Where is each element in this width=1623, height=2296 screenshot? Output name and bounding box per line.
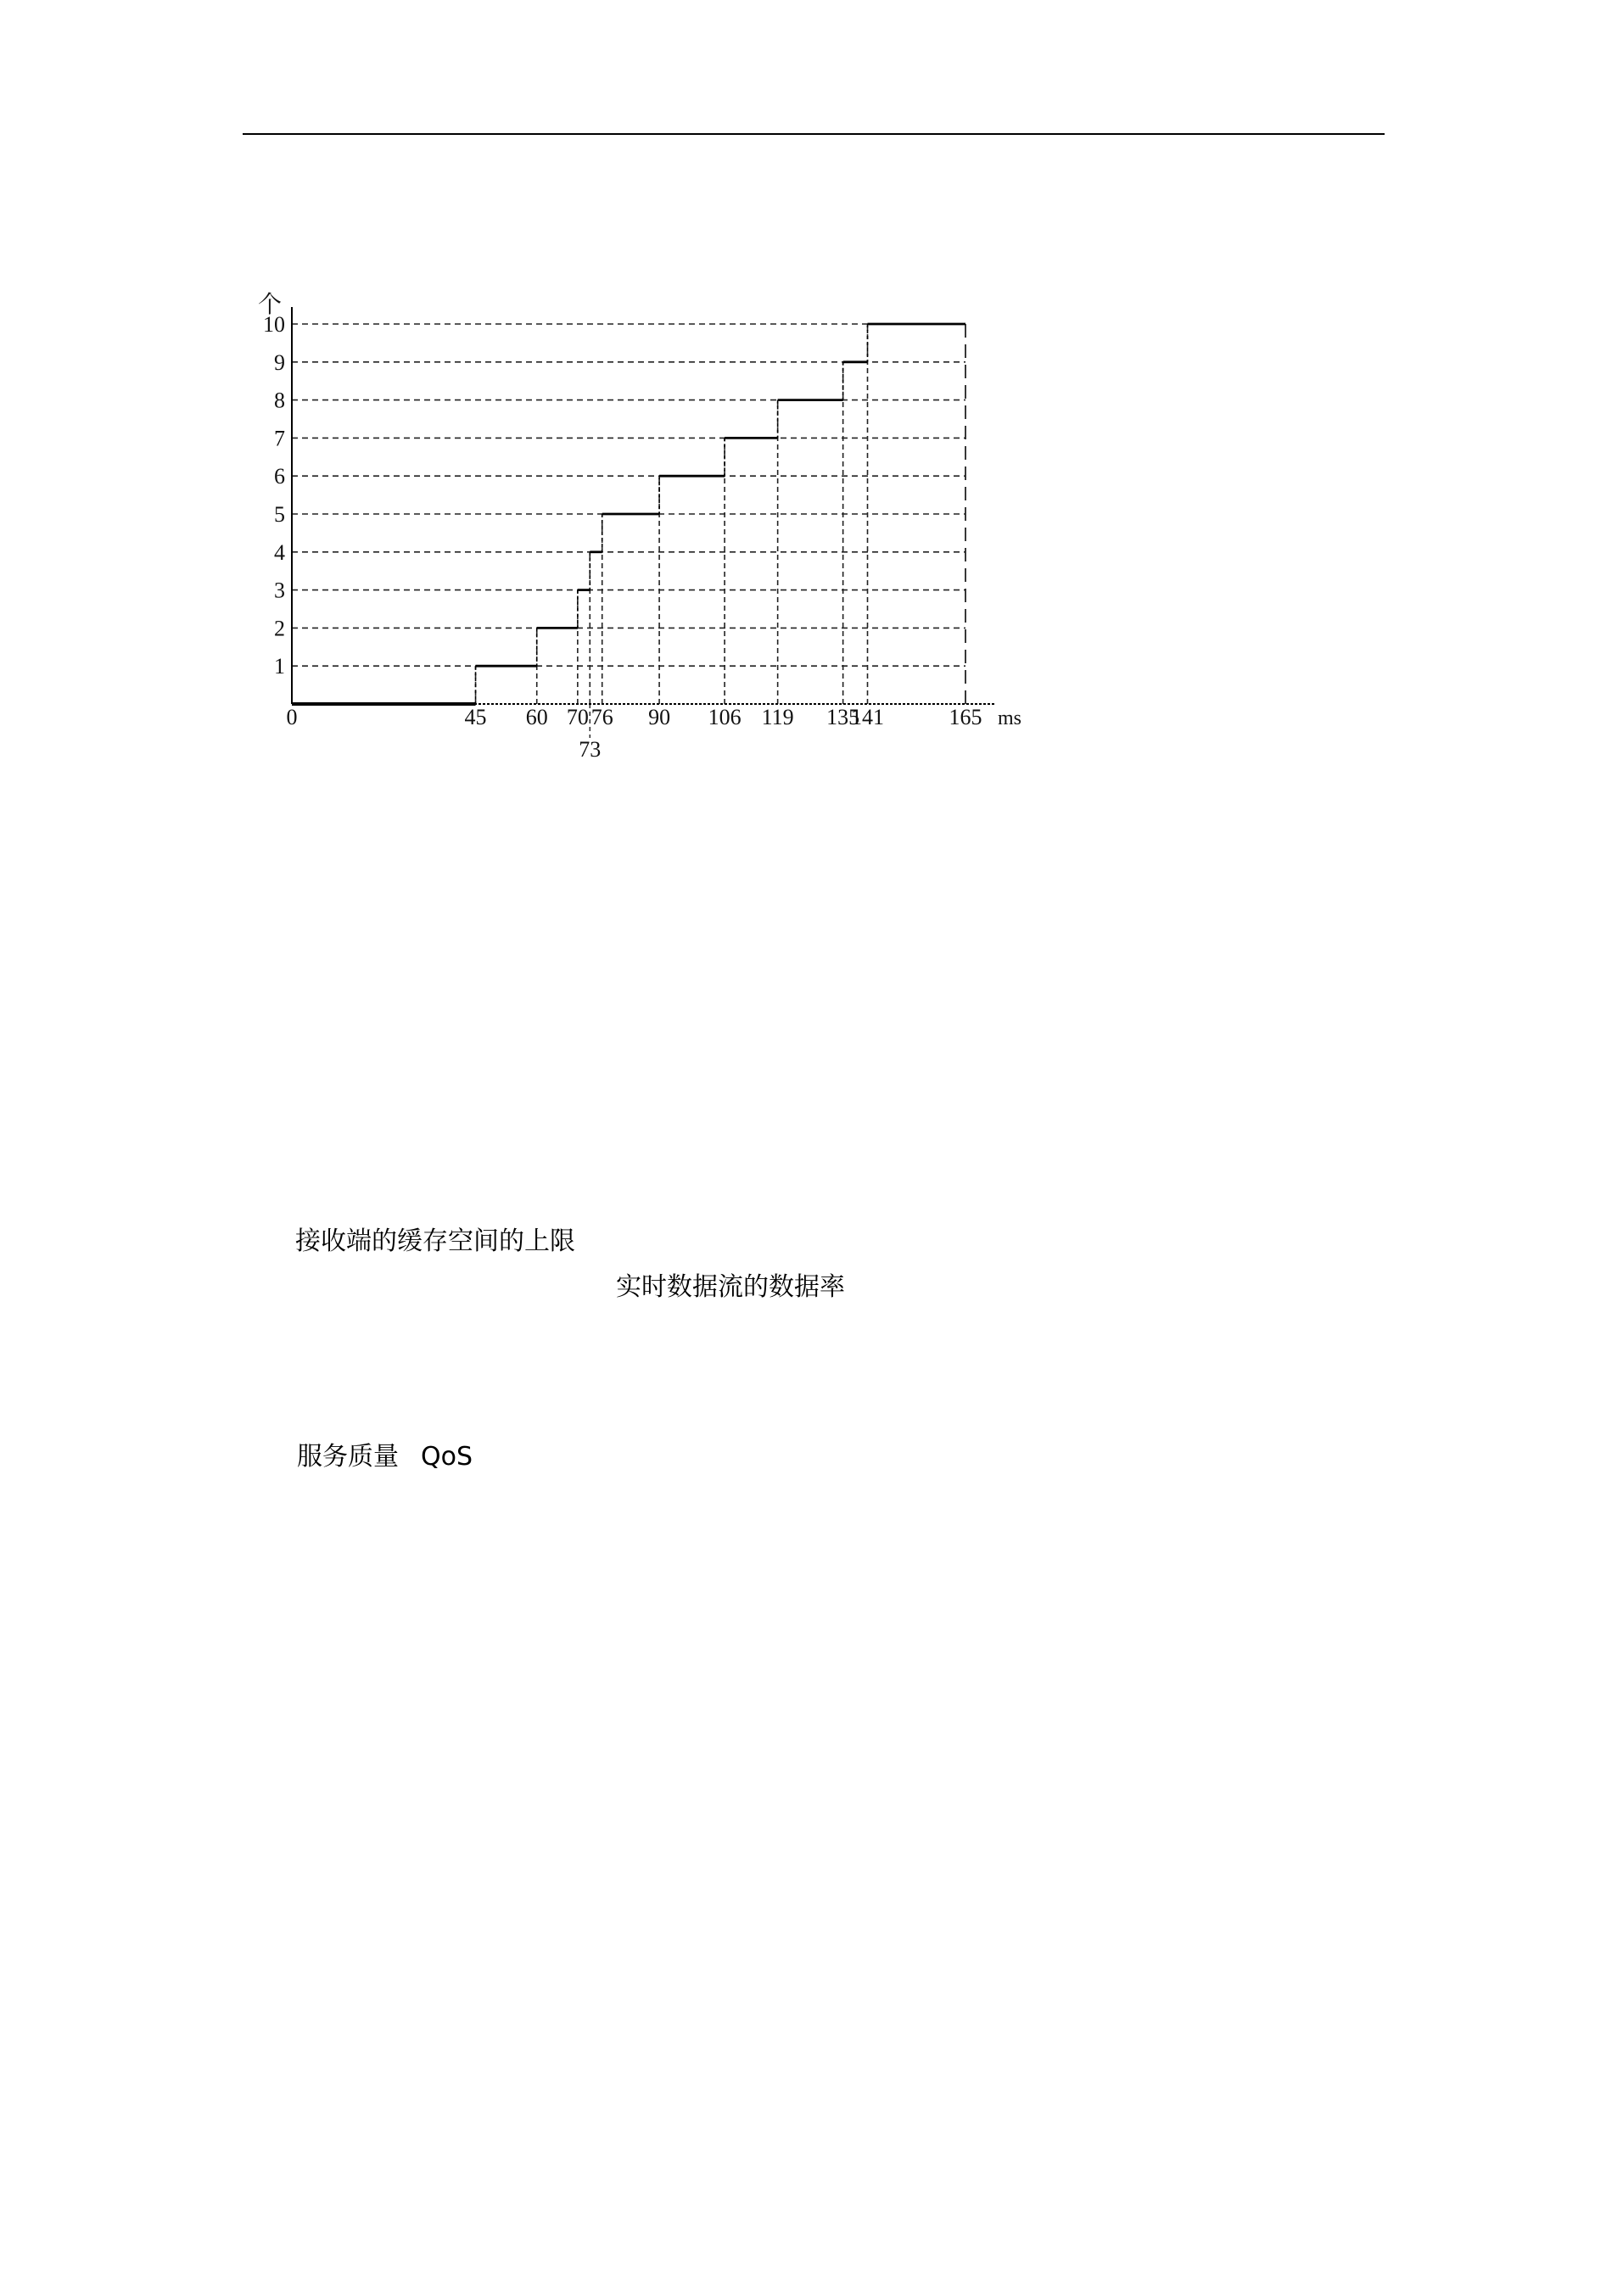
text-line-3-term: 服务质量: [297, 1442, 399, 1472]
x-tick-165: 165: [949, 705, 982, 729]
x-tick-0: 0: [286, 705, 298, 729]
y-tick-8: 8: [274, 388, 285, 413]
text-line-3: [297, 1442, 473, 1472]
step-chart: [238, 288, 1035, 797]
x-tick-135: 135: [826, 705, 860, 729]
gridlines: [292, 324, 965, 666]
x-tick-90: 90: [648, 705, 671, 729]
vertical-guides: [476, 324, 965, 738]
x-tick-106: 106: [708, 705, 742, 729]
x-tick-70: 70: [566, 705, 589, 729]
x-tick-45: 45: [464, 705, 487, 729]
x-tick-76: 76: [590, 705, 613, 729]
x-tick-119: 119: [761, 705, 794, 729]
x-tick-73: 73: [579, 737, 602, 762]
y-axis-label: 个: [258, 292, 283, 318]
y-tick-6: 6: [274, 464, 285, 489]
x-axis-label: ms: [998, 707, 1022, 729]
text-line-1: 接收端的缓存空间的上限: [295, 1226, 575, 1256]
y-tick-9: 9: [274, 349, 285, 375]
y-tick-5: 5: [274, 502, 285, 527]
y-tick-2: 2: [274, 616, 285, 641]
y-tick-10: 10: [263, 312, 285, 337]
y-tick-4: 4: [274, 539, 285, 565]
y-tick-1: 1: [274, 654, 285, 679]
x-tick-60: 60: [525, 705, 548, 729]
header-rule: [243, 133, 1385, 135]
y-tick-7: 7: [274, 426, 285, 451]
y-tick-3: 3: [274, 578, 285, 603]
text-line-2: 实时数据流的数据率: [616, 1272, 845, 1302]
x-tick-141: 141: [851, 705, 885, 729]
text-line-3-abbrev: QoS: [421, 1442, 473, 1472]
axes: [292, 307, 994, 704]
